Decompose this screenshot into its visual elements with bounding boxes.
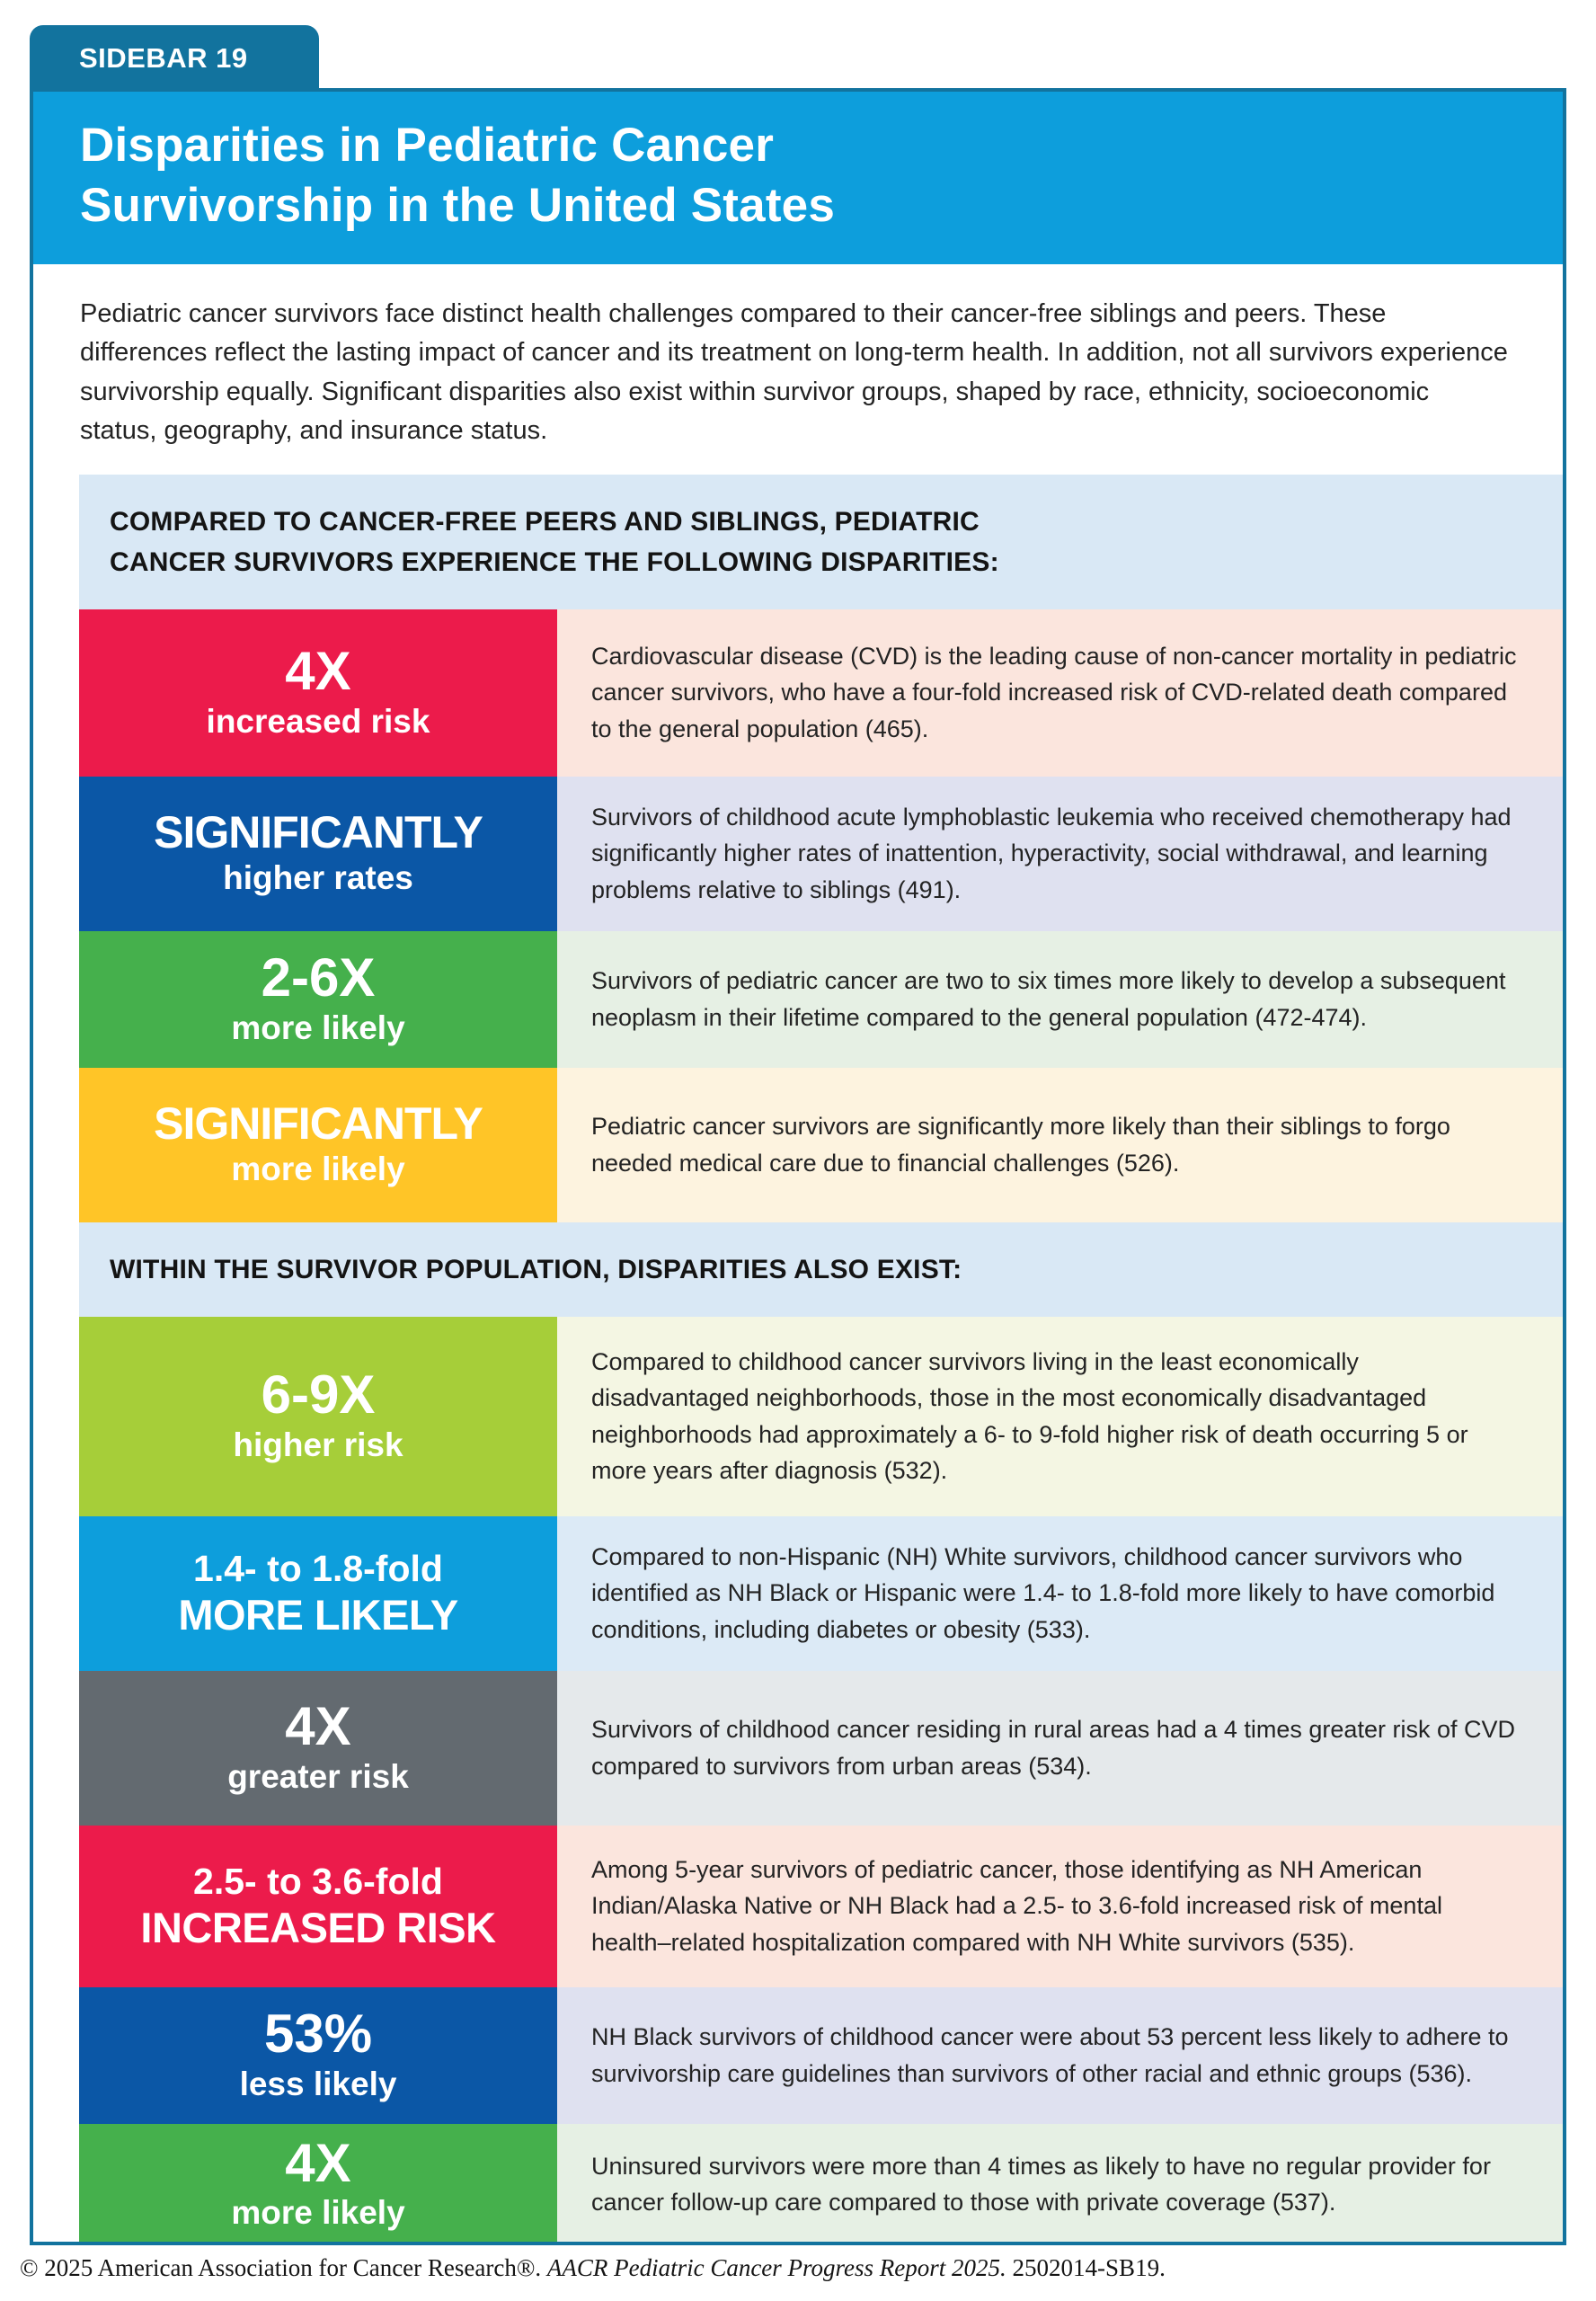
stat-value-line2: INCREASED RISK [140,1904,496,1952]
stat-value-line1: 4X [285,2132,351,2193]
disparity-row [79,2124,1563,2245]
footer-copyright: © 2025 American Association for Cancer Research®. [20,2254,542,2281]
section-header-text: WITHIN THE SURVIVOR POPULATION, DISPARITIES ALSO EXIST: [110,1254,962,1284]
stat-value-line2: more likely [231,1150,405,1188]
stat-value-line2: less likely [239,2065,397,2102]
disparity-row [79,931,1563,1068]
title-banner [33,92,1563,264]
stat-description-text: Survivors of childhood acute lymphoblastic leukemia who received chemotherapy had significantly higher rates of inattention, hyperactivity, social withdrawal, and learning problems relative to siblings (491). [591,803,1512,903]
sections [79,475,1563,2245]
stat-block [79,1987,557,2124]
stat-description-panel [557,1671,1563,1826]
stat-description-panel [557,1826,1563,1987]
stat-description-panel [557,1516,1563,1671]
stat-value-line2: higher rates [223,859,413,897]
stat-description-panel [557,2124,1563,2245]
stat-block [79,931,557,1068]
stat-value-line2: higher risk [233,1426,403,1463]
stat-value-line1: 4X [285,1696,351,1756]
page-title-line1: Disparities in Pediatric Cancer [80,119,775,172]
page-title [80,116,1527,236]
stat-description-text: Cardiovascular disease (CVD) is the leading cause of non-cancer mortality in pediatric cancer survivors, who have a four-fold increased risk of CVD-related death compared to the general population (465). [591,642,1517,742]
stat-value-line2: more likely [231,1008,405,1046]
stat-description-text: Among 5-year survivors of pediatric cancer, those identifying as NH American Indian/Alaska Native or NH Black had a 2.5- to 3.6-fold increased risk of mental health–related hospitalization compared with NH White survivors (535). [591,1855,1442,1956]
stat-block [79,1068,557,1222]
stat-value-line1: 4X [285,641,351,701]
stat-description-panel [557,609,1563,777]
sidebar-tab [30,25,319,92]
stat-description-text: Compared to non-Hispanic (NH) White survivors, childhood cancer survivors who identified as NH Black or Hispanic were 1.4- to 1.8-fold more likely to have comorbid conditions, including diabetes or obesity (533). [591,1542,1495,1643]
stat-value-line1: SIGNIFICANTLY [154,807,483,858]
section-header-band [79,475,1563,609]
stat-block [79,1516,557,1671]
footer-code: 2502014-SB19. [1012,2254,1166,2281]
stat-description-panel [557,1068,1563,1222]
stat-block [79,1317,557,1516]
stat-description-text: Survivors of childhood cancer residing in rural areas had a 4 times greater risk of CVD compared to survivors from urban areas (534). [591,1716,1515,1780]
stat-value-line1: 53% [263,2003,373,2064]
disparity-row [79,1671,1563,1826]
stat-value-line2: more likely [231,2194,405,2232]
disparity-row [79,777,1563,931]
disparity-row [79,1826,1563,1987]
stat-block [79,609,557,777]
stat-value-line1: 6-9X [261,1364,376,1425]
footer-credit [20,2254,1166,2282]
stat-block [79,1671,557,1826]
disparity-row [79,609,1563,777]
stat-value-line2: increased risk [206,702,430,740]
stat-block [79,1826,557,1987]
stat-value-line1: 2.5- to 3.6-fold [193,1860,443,1902]
stat-description-panel [557,777,1563,931]
section-header-band [79,1222,1563,1317]
stat-description-panel [557,931,1563,1068]
stat-value-line1: 2-6X [261,947,376,1008]
intro-paragraph: Pediatric cancer survivors face distinct health challenges compared to their cancer-free siblings and peers. These differences reflect the lasting impact of cancer and its treatment on long-term health. In addition, not all survivors experience survivorship equally. Significant disparities also exist within survivor groups, shaped by race, ethnicity, socioeconomic status, geography, and insurance status. [80,298,1508,446]
disparity-row [79,1987,1563,2124]
stat-description-text: Uninsured survivors were more than 4 times as likely to have no regular provider for cancer follow-up care compared to those with private coverage (537). [591,2152,1491,2217]
stat-value-line2: MORE LIKELY [178,1591,458,1639]
stat-block [79,2124,557,2245]
stat-value-line1: 1.4- to 1.8-fold [193,1547,443,1589]
stat-description-panel [557,1317,1563,1516]
sidebar-tab-label: SIDEBAR 19 [79,42,248,74]
sidebar-frame [30,88,1566,2245]
stat-description-text: Compared to childhood cancer survivors living in the least economically disadvantaged neighborhoods, those in the most economically disadvantaged neighborhoods had approximately a 6- to 9-fold higher risk of death occurring 5 or more years after diagnosis (532). [591,1347,1468,1485]
stat-value-line2: greater risk [227,1757,409,1795]
footer-report-title: AACR Pediatric Cancer Progress Report 2025. [546,2254,1006,2281]
disparity-row [79,1516,1563,1671]
page-title-line2: Survivorship in the United States [80,178,836,232]
stat-description-text: Pediatric cancer survivors are significantly more likely than their siblings to forgo needed medical care due to financial challenges (526). [591,1113,1450,1177]
disparity-row [79,1317,1563,1516]
stat-description-text: Survivors of pediatric cancer are two to six times more likely to develop a subsequent neoplasm in their lifetime compared to the general population (472-474). [591,967,1506,1031]
stat-block [79,777,557,931]
stat-value-line1: SIGNIFICANTLY [154,1098,483,1150]
disparity-row [79,1068,1563,1222]
stat-description-text: NH Black survivors of childhood cancer were about 53 percent less likely to adhere to survivorship care guidelines than survivors of other racial and ethnic groups (536). [591,2023,1509,2087]
stat-description-panel [557,1987,1563,2124]
section-header-text: COMPARED TO CANCER-FREE PEERS AND SIBLINGS, PEDIATRIC CANCER SURVIVORS EXPERIENCE THE FOLLOWING DISPARITIES: [110,506,999,577]
